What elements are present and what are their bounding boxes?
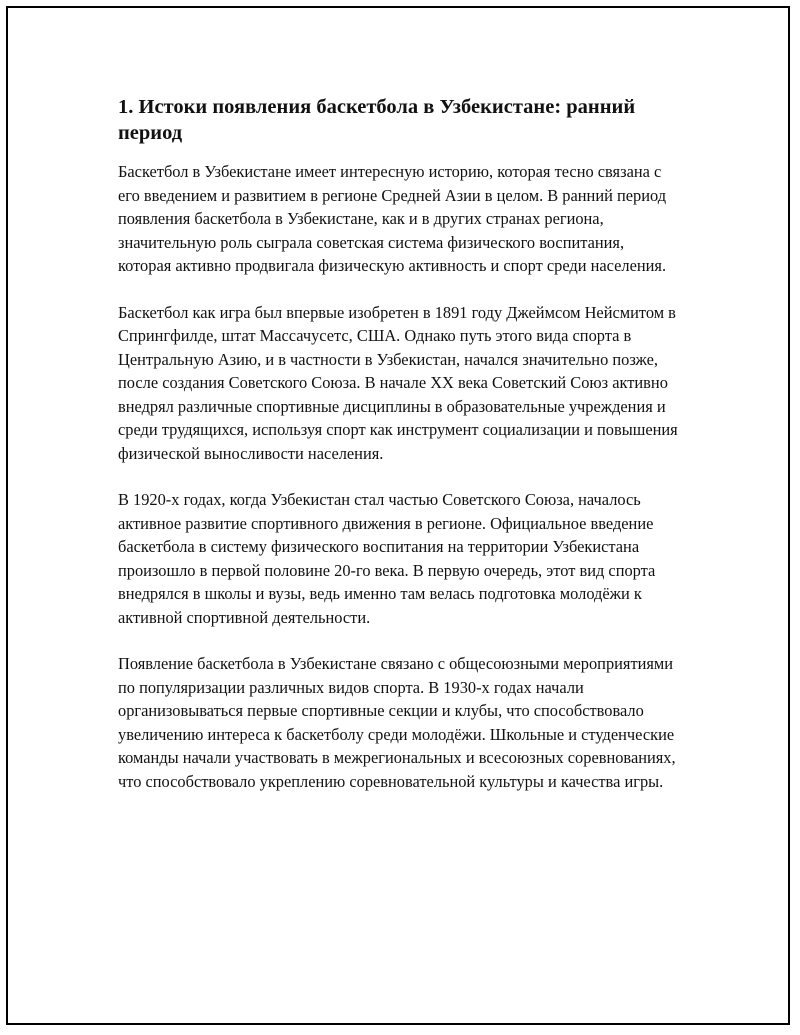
section-heading: 1. Истоки появления баскетбола в Узбекистане: ранний период xyxy=(118,96,636,144)
paragraph-1: Баскетбол в Узбекистане имеет интересную историю, которая тесно связана с его введением и развитием в регионе Средней Азии в целом. В ранний период появления баскетбола в Узбекистане, как и в других странах региона, значительную роль сыграла советская система физического воспитания, которая активно продвигала физическую активность и спорт среди населения. xyxy=(118,162,667,275)
paragraph-3: В 1920-х годах, когда Узбекистан стал частью Советского Союза, началось активное развитие спортивного движения в регионе. Официальное введение баскетбола в систему физического воспитания на территории Узбекистана произошло в первой половине 20-го века. В первую очередь, этот вид спорта внедрялся в школы и вузы, ведь именно там велась подготовка молодёжи к активной спортивной деятельности. xyxy=(118,490,656,627)
paragraph-4: Появление баскетбола в Узбекистане связано с общесоюзными мероприятиями по популяризации различных видов спорта. В 1930-х годах начали организовываться первые спортивные секции и клубы, что способствовало увеличению интереса к баскетболу среди молодёжи. Школьные и студенческие команды начали участвовать в межрегиональных и всесоюзных соревнованиях, что способствовало укреплению соревновательной культуры и качества игры. xyxy=(118,654,676,791)
document-body xyxy=(118,94,678,816)
paragraph-2: Баскетбол как игра был впервые изобретен в 1891 году Джеймсом Нейсмитом в Спрингфилде, штат Массачусетс, США. Однако путь этого вида спорта в Центральную Азию, и в частности в Узбекистан, начался значительно позже, после создания Советского Союза. В начале XX века Советский Союз активно внедрял различные спортивные дисциплины в образовательные учреждения и среди трудящихся, используя спорт как инструмент социализации и повышения физической выносливости населения. xyxy=(118,302,678,463)
